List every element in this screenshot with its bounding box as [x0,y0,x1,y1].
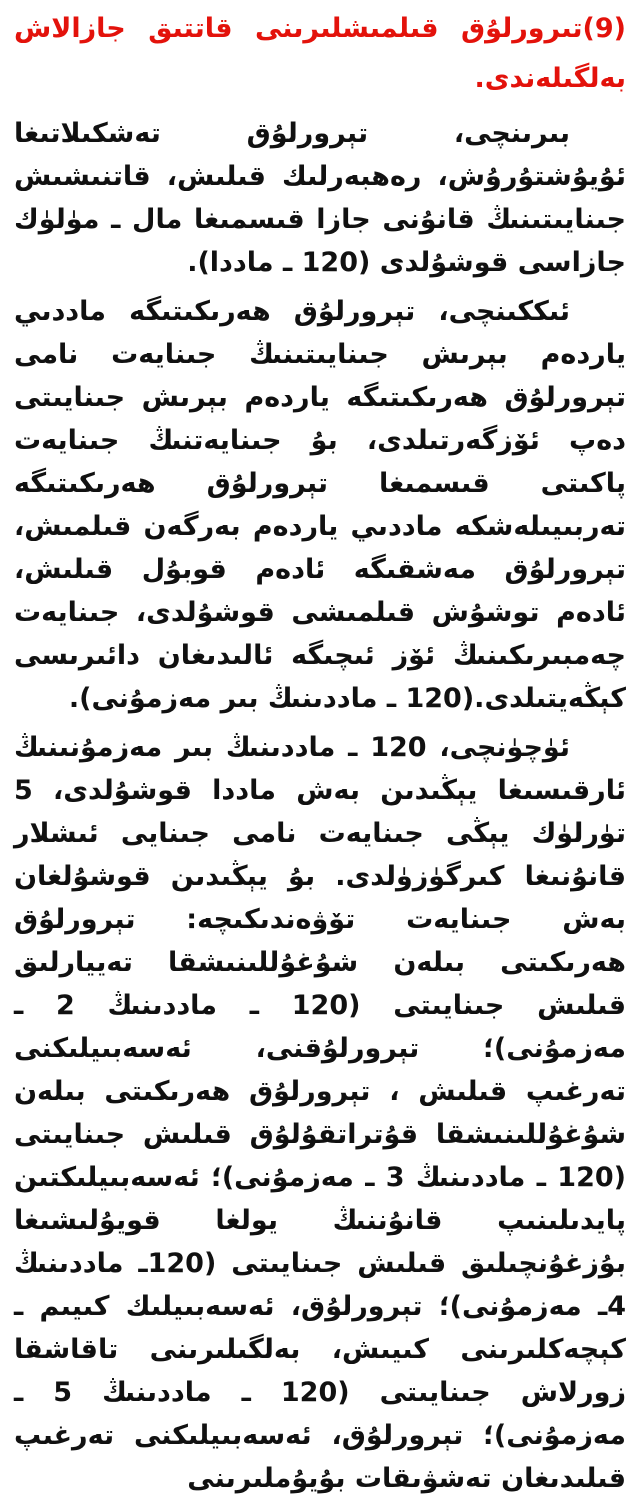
paragraph-first: بىرىنچى، تېرورلۇق تەشكىلاتىغا ئۇيۇشتۇرۇش، رەھبەرلىك قىلىش، قاتنىشىش جىنايىتىنىڭ قانۇنى جازا قىسمىغا مال ـ مۈلۈك جازاسى قوشۇلدى (120 ـ ماددا). [14,118,626,278]
paragraph-third: ئۈچۈنچى، 120 ـ ماددىنىڭ بىر مەزمۇنىنىڭ ئارقىسىغا يېڭىدىن بەش ماددا قوشۇلدى، 5 تۈرلۈك يېڭى جىنايەت نامى جىنايى ئىشلار قانۇنىغا كىرگۈزۈلدى. بۇ يېڭىدىن قوشۇلغان بەش جىنايەت تۆۋەندىكىچە: تېرورلۇق ھەرىكىتى بىلەن شۇغۇللىنىشقا تەييارلىق قىلىش جىنايىتى (120 ـ ماددىنىڭ 2 ـ مەزمۇنى)؛ تېرورلۇقنى، ئەسەبىيلىكنى تەرغىپ قىلىش ، تېرورلۇق ھەرىكىتى بىلەن شۇغۇللىنىشقا قۇتراتقۇلۇق قىلىش جىنايىتى (120 ـ ماددىنىڭ 3 ـ مەزمۇنى)؛ ئەسەبىيلىكتىن پايدىلىنىپ قانۇننىڭ يولغا قويۇلىشىغا بۇزغۇنچىلىق قىلىش جىنايىتى (120ـ ماددىنىڭ 4ـ مەزمۇنى)؛ تېرورلۇق، ئەسەبىيلىك كىيىم ـ كېچەكلىرىنى كىيىش، بەلگىلىرىنى تاقاشقا زورلاش جىنايىتى (120 ـ ماددىنىڭ 5 ـ مەزمۇنى)؛ تېرورلۇق، ئەسەبىيلىكنى تەرغىپ قىلىدىغان تەشۋىقات بۇيۇملىرىنى [14,732,627,1494]
article-title: (9)تىرورلۇق قىلمىشلىرىنى قاتتىق جازالاش بەلگىلەندى. [14,13,626,94]
paragraph-second: ئىككىنچى، تېرورلۇق ھەرىكىتىگە ماددىي ياردەم بېرىش جىنايىتىنىڭ جىنايەت نامى تېرورلۇق ھەرىكىتىگە ياردەم بېرىش جىنايىتى دەپ ئۆزگەرتىلدى، بۇ جىنايەتنىڭ جىنايەت پاكىتى قىسمىغا تېرورلۇق ھەرىكىتىگە تەربىيىلەشكە ماددىي ياردەم بەرگەن قىلمىش، تېرورلۇق مەشقىگە ئادەم قوبۇل قىلىش، ئادەم توشۇش قىلمىشى قوشۇلدى، جىنايەت چەمبىرىكىنىڭ ئۆز ئىچىگە ئالىدىغان دائىرىسى كېڭەيتىلدى.(120 ـ ماددىنىڭ بىر مەزمۇنى). [14,296,626,714]
